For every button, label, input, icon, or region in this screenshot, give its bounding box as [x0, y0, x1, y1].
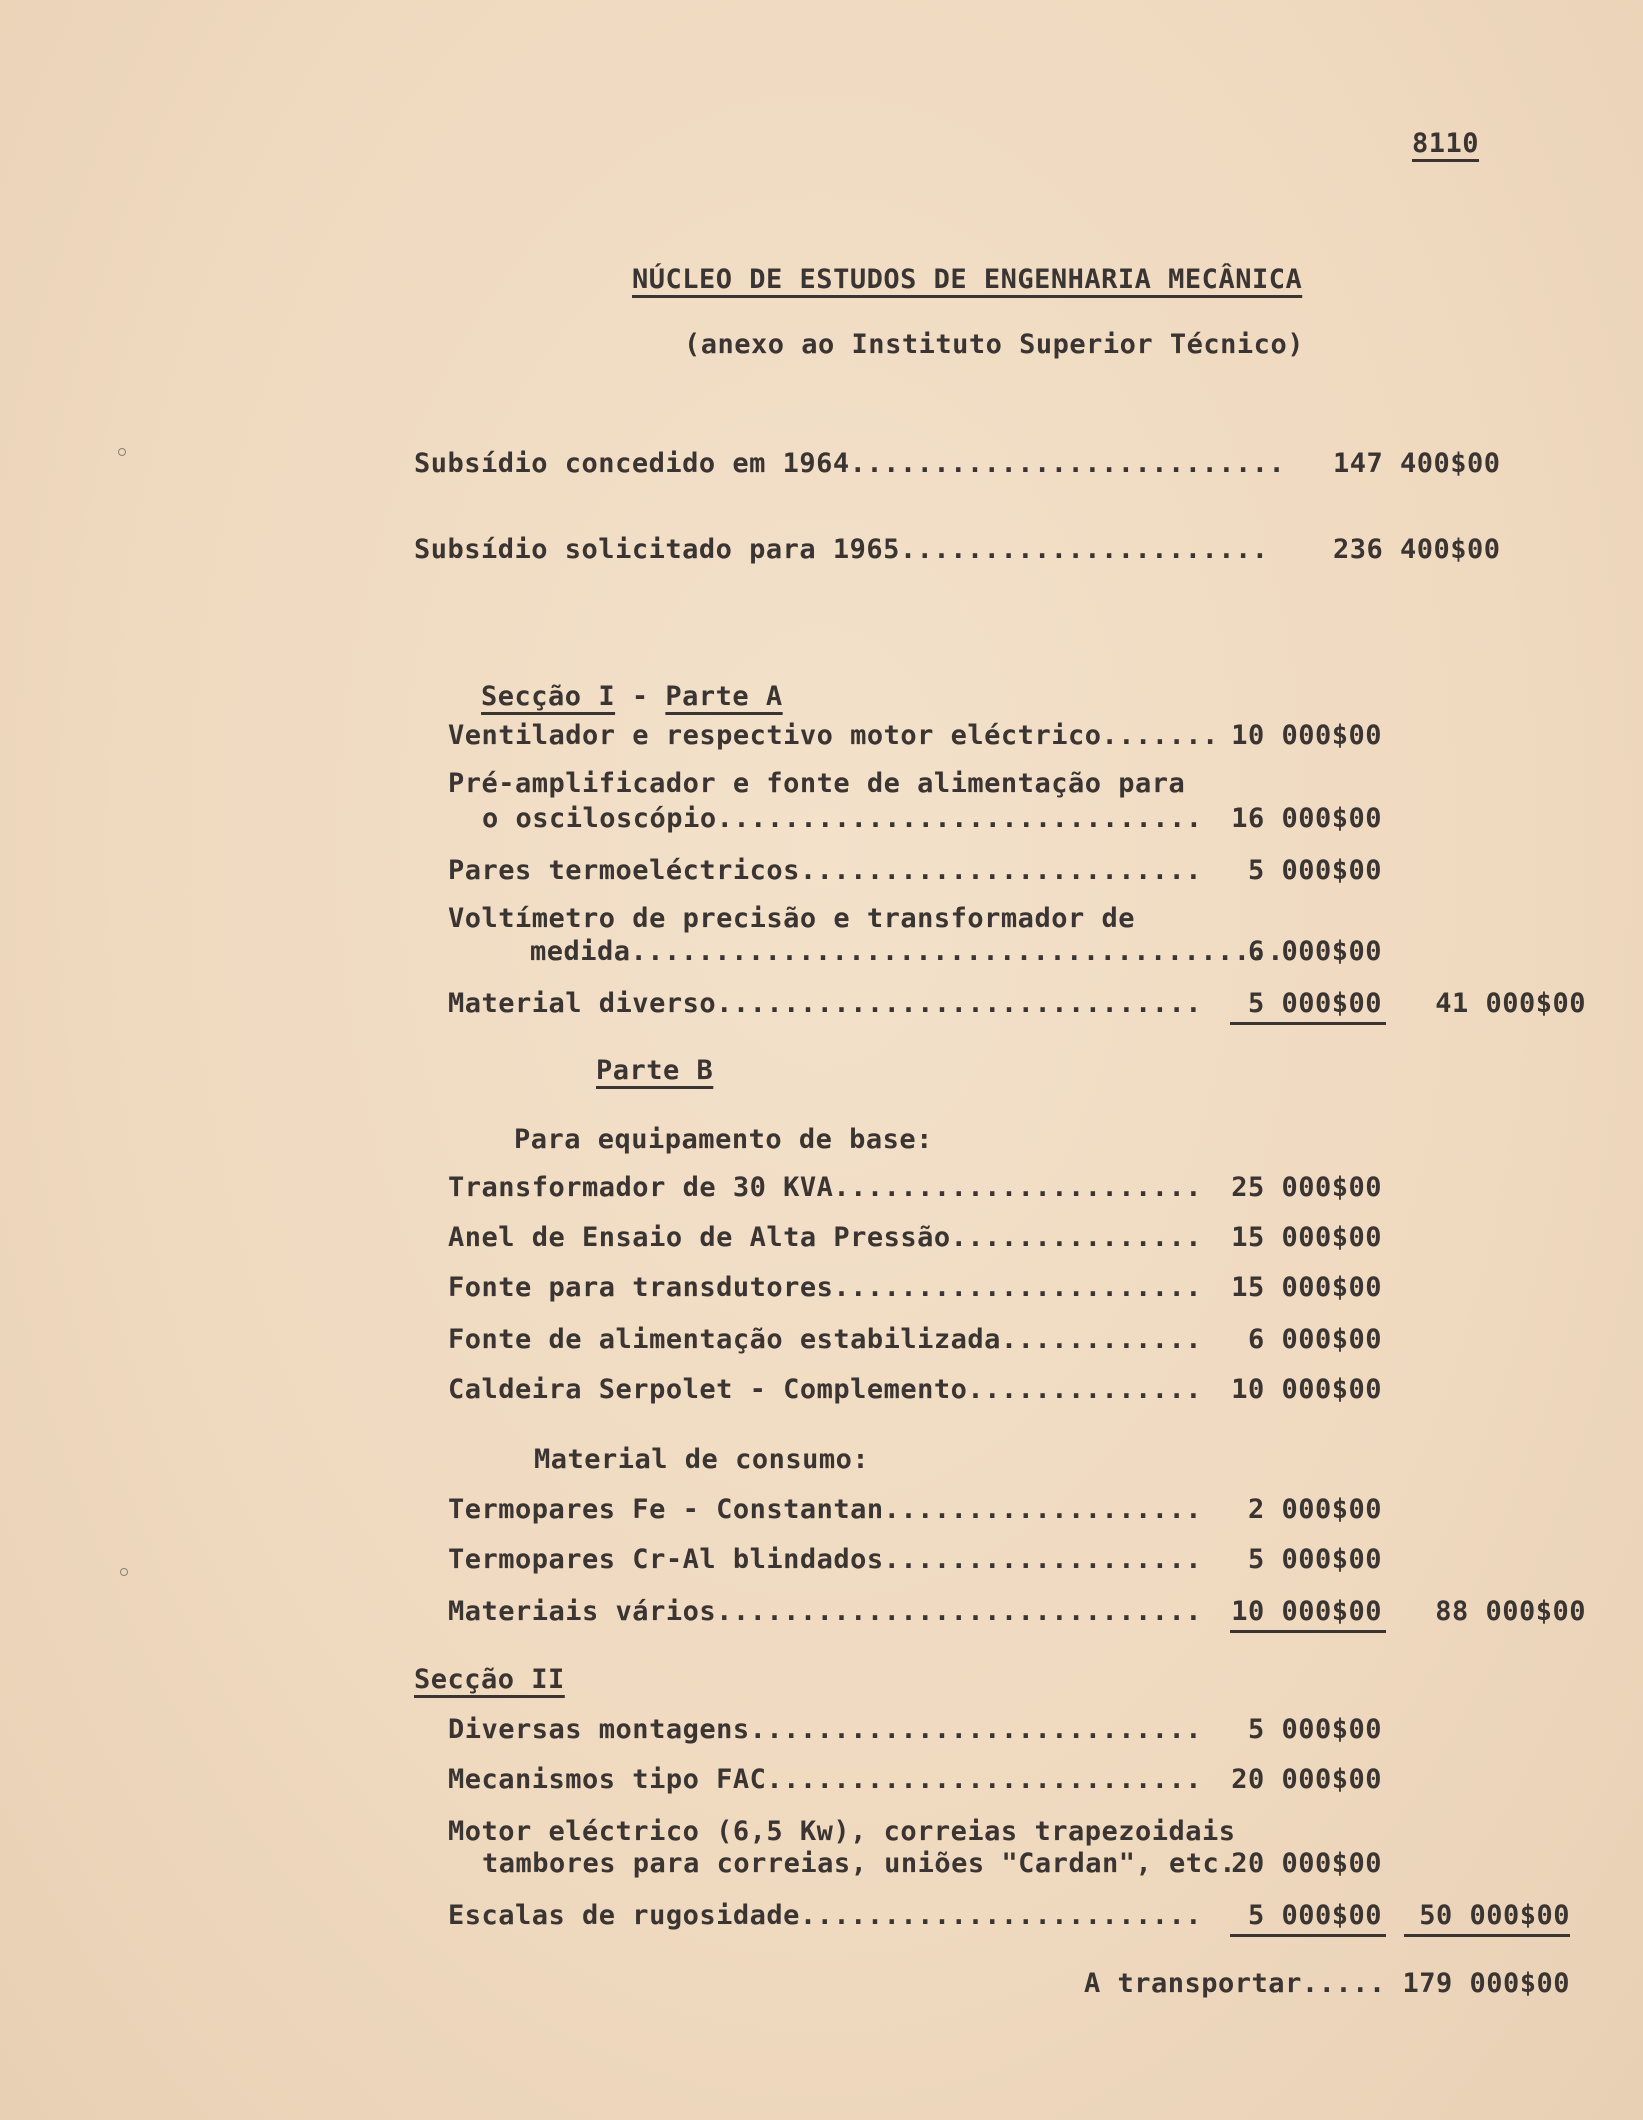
- subtotal-rule: [1230, 1022, 1386, 1025]
- part-a-item-amount: 10 000$00: [1231, 720, 1382, 751]
- section-2-item-amount: 20 000$00: [1231, 1848, 1382, 1879]
- part-a-label: Parte A: [665, 681, 783, 712]
- section-2-item-amount: 5 000$00: [1247, 1900, 1382, 1931]
- consumable-item-amount: 2 000$00: [1247, 1494, 1382, 1525]
- base-equipment-heading: Para equipamento de base:: [514, 1124, 933, 1155]
- part-a-item-label-cont: medida.......................................: [530, 936, 1284, 967]
- part-a-item-amount: 5 000$00: [1247, 988, 1382, 1019]
- institution-subtitle: (anexo ao Instituto Superior Técnico): [684, 329, 1304, 360]
- subsidy-granted-label: Subsídio concedido em 1964..........................: [414, 448, 1286, 479]
- consumable-item-label: Termopares Fe - Constantan...................: [448, 1494, 1202, 1525]
- part-a-item-label: Pré-amplificador e fonte de alimentação para: [448, 768, 1186, 799]
- subsidy-requested-label: Subsídio solicitado para 1965......................: [414, 534, 1269, 565]
- margin-mark: [118, 448, 126, 456]
- part-a-total: 41 000$00: [1435, 988, 1586, 1019]
- base-item-amount: 15 000$00: [1231, 1222, 1382, 1253]
- section-2-item-amount: 20 000$00: [1231, 1764, 1382, 1795]
- section-2-item-label-cont: tambores para correias, uniões "Cardan", etc.: [482, 1848, 1236, 1879]
- base-item-label: Fonte para transdutores......................: [448, 1272, 1202, 1303]
- part-a-item-amount: 5 000$00: [1247, 855, 1382, 886]
- section-2-item-label: Mecanismos tipo FAC..........................: [448, 1764, 1202, 1795]
- base-item-label: Caldeira Serpolet - Complemento..............: [448, 1374, 1202, 1405]
- consumable-item-label: Termopares Cr-Al blindados...................: [448, 1544, 1202, 1575]
- base-item-amount: 25 000$00: [1231, 1172, 1382, 1203]
- consumables-heading: Material de consumo:: [534, 1444, 870, 1475]
- part-a-item-amount: 16 000$00: [1231, 803, 1382, 834]
- part-b-heading: Parte B: [596, 1055, 714, 1086]
- institution-title: NÚCLEO DE ESTUDOS DE ENGENHARIA MECÂNICA: [632, 264, 1303, 295]
- subsidy-granted-amount: 147 400$00: [1333, 448, 1501, 479]
- section-2-item-label: Escalas de rugosidade........................: [448, 1900, 1202, 1931]
- part-a-item-label: Voltímetro de precisão e transformador de: [448, 903, 1135, 934]
- base-item-amount: 10 000$00: [1231, 1374, 1382, 1405]
- carry-forward-amount: 179 000$00: [1402, 1968, 1570, 1999]
- section-2-item-label: Motor eléctrico (6,5 Kw), correias trapezoidais: [448, 1816, 1236, 1847]
- part-a-item-label: Material diverso.............................: [448, 988, 1202, 1019]
- heading-dash: -: [631, 681, 649, 712]
- section-2-heading: Secção II: [414, 1664, 565, 1695]
- base-item-label: Transformador de 30 KVA......................: [448, 1172, 1202, 1203]
- base-item-amount: 6 000$00: [1247, 1324, 1382, 1355]
- section-1-label: Secção I: [481, 681, 616, 712]
- base-item-label: Anel de Ensaio de Alta Pressão...............: [448, 1222, 1202, 1253]
- margin-mark: [120, 1568, 128, 1576]
- section-2-total: 50 000$00: [1419, 1900, 1570, 1931]
- subsidy-requested-amount: 236 400$00: [1333, 534, 1501, 565]
- part-a-item-label: Ventilador e respectivo motor eléctrico.......: [448, 720, 1219, 751]
- section-2-item-amount: 5 000$00: [1247, 1714, 1382, 1745]
- consumable-item-label: Materiais vários.............................: [448, 1596, 1202, 1627]
- consumable-item-amount: 5 000$00: [1247, 1544, 1382, 1575]
- consumable-item-amount: 10 000$00: [1231, 1596, 1382, 1627]
- base-item-label: Fonte de alimentação estabilizada............: [448, 1324, 1202, 1355]
- carry-forward-label: A transportar.....: [1084, 1968, 1386, 1999]
- subtotal-rule: [1230, 1934, 1386, 1937]
- part-a-item-amount: 6 000$00: [1247, 936, 1382, 967]
- subtotal-rule: [1230, 1630, 1386, 1633]
- part-b-total: 88 000$00: [1435, 1596, 1586, 1627]
- part-a-item-label-cont: o osciloscópio.............................: [482, 803, 1203, 834]
- part-a-item-label: Pares termoeléctricos........................: [448, 855, 1202, 886]
- section-2-item-label: Diversas montagens...........................: [448, 1714, 1202, 1745]
- base-item-amount: 15 000$00: [1231, 1272, 1382, 1303]
- total-rule: [1404, 1934, 1570, 1937]
- page-number: 8110: [1412, 128, 1480, 159]
